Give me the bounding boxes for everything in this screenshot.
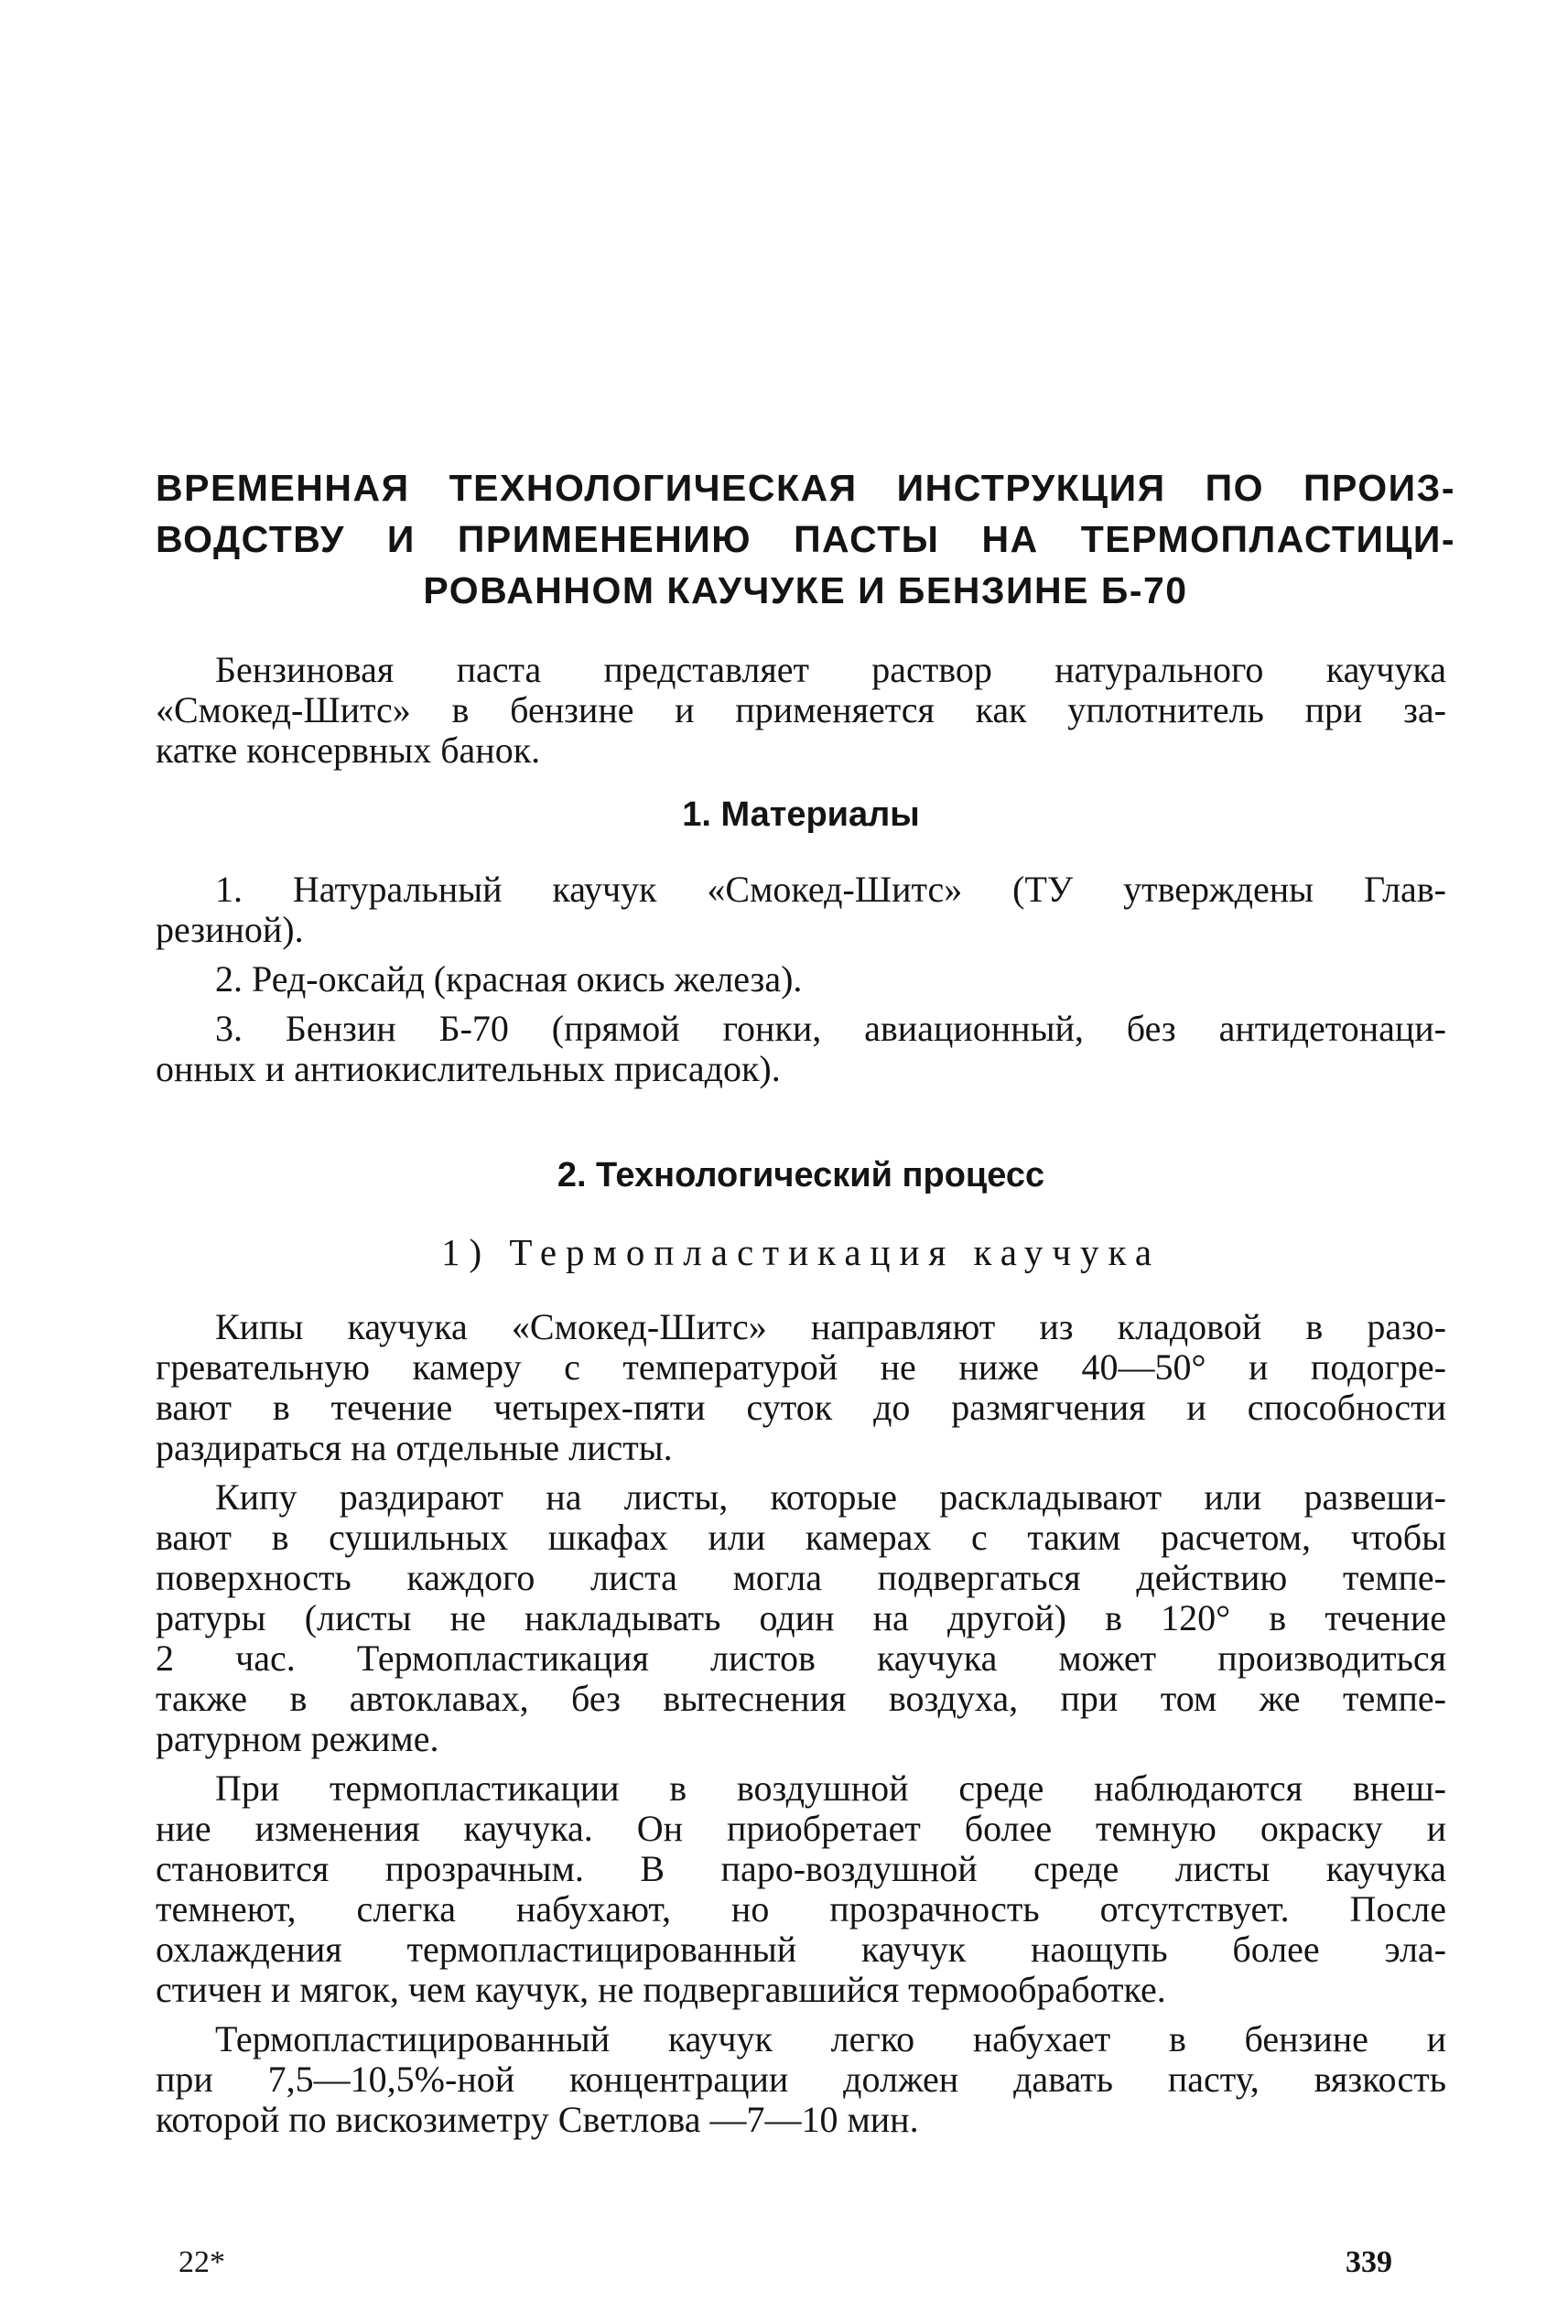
section-heading-process: 2. Технологический процесс bbox=[557, 1156, 1045, 1194]
materials-item-3-line: 3. Бензин Б-70 (прямой гонки, авиационный, без антидетонаци- bbox=[215, 1008, 1446, 1049]
document-title bbox=[156, 462, 1455, 616]
paragraph-line: ратурном режиме. bbox=[156, 1718, 439, 1759]
paragraph-line: гревательную камеру с температурой не ниже 40—50° и подогре- bbox=[156, 1346, 1446, 1388]
paragraph-line: При термопластикации в воздушной среде наблюдаются внеш- bbox=[215, 1767, 1446, 1809]
paragraph-line: стичен и мягок, чем каучук, не подвергавшийся термообработке. bbox=[156, 1969, 1166, 2010]
paragraph-line: 2 час. Термопластикация листов каучука может производиться bbox=[156, 1638, 1446, 1679]
title-line: РОВАННОМ КАУЧУКЕ И БЕНЗИНЕ Б-70 bbox=[423, 569, 1188, 611]
title-line: ВОДСТВУ И ПРИМЕНЕНИЮ ПАСТЫ НА ТЕРМОПЛАСТИЦИ- bbox=[156, 518, 1455, 560]
paragraph-line: ратуры (листы не накладывать один на другой) в 120° в течение bbox=[156, 1597, 1446, 1638]
printer-signature-mark: 22* bbox=[178, 2245, 225, 2279]
paragraph-line: вают в течение четырех-пяти суток до размягчения и способности bbox=[156, 1387, 1446, 1428]
paragraph-line: вают в сушильных шкафах или камерах с таким расчетом, чтобы bbox=[156, 1517, 1446, 1558]
paragraph-line: при 7,5—10,5%-ной концентрации должен давать пасту, вязкость bbox=[156, 2059, 1446, 2100]
section-heading-materials: 1. Материалы bbox=[682, 795, 920, 834]
intro-line: катке консервных банок. bbox=[156, 730, 541, 771]
paragraph-line: также в автоклавах, без вытеснения воздуха, при том же темпе- bbox=[156, 1678, 1446, 1719]
paragraph-line: ние изменения каучука. Он приобретает более темную окраску и bbox=[156, 1808, 1446, 1849]
paragraph-line: становится прозрачным. В паро-воздушной среде листы каучука bbox=[156, 1848, 1446, 1889]
paragraph-line: темнеют, слегка набухают, но прозрачность отсутствует. После bbox=[156, 1888, 1446, 1929]
subsection-heading: 1) Термопластикация каучука bbox=[440, 1231, 1162, 1273]
paragraph-line: Кипы каучука «Смокед-Шитс» направляют из кладовой в разо- bbox=[215, 1306, 1446, 1347]
paragraph-line: Термопластицированный каучук легко набухает в бензине и bbox=[215, 2018, 1446, 2059]
title-line: ВРЕМЕННАЯ ТЕХНОЛОГИЧЕСКАЯ ИНСТРУКЦИЯ ПО ПРОИЗ- bbox=[156, 467, 1455, 509]
materials-item-2: 2. Ред-оксайд (красная окись железа). bbox=[215, 958, 803, 1000]
paragraph-line: которой по вискозиметру Светлова —7—10 мин. bbox=[156, 2099, 919, 2140]
page-number: 339 bbox=[1346, 2245, 1392, 2279]
paragraph-line: Кипу раздирают на листы, которые раскладывают или развеши- bbox=[215, 1476, 1446, 1518]
paragraph-line: охлаждения термопластицированный каучук наощупь более эла- bbox=[156, 1929, 1446, 1970]
intro-line: «Смокед-Шитс» в бензине и применяется как уплотнитель при за- bbox=[156, 689, 1446, 730]
materials-item-1-line: резиной). bbox=[156, 909, 304, 950]
paragraph-line: раздираться на отдельные листы. bbox=[156, 1427, 673, 1468]
paragraph-line: поверхность каждого листа могла подвергаться действию темпе- bbox=[156, 1557, 1446, 1598]
intro-line: Бензиновая паста представляет раствор натурального каучука bbox=[215, 649, 1446, 690]
materials-item-1-line: 1. Натуральный каучук «Смокед-Шитс» (ТУ утверждены Глав- bbox=[215, 869, 1446, 910]
materials-item-3-line: онных и антиокислительных присадок). bbox=[156, 1048, 781, 1089]
